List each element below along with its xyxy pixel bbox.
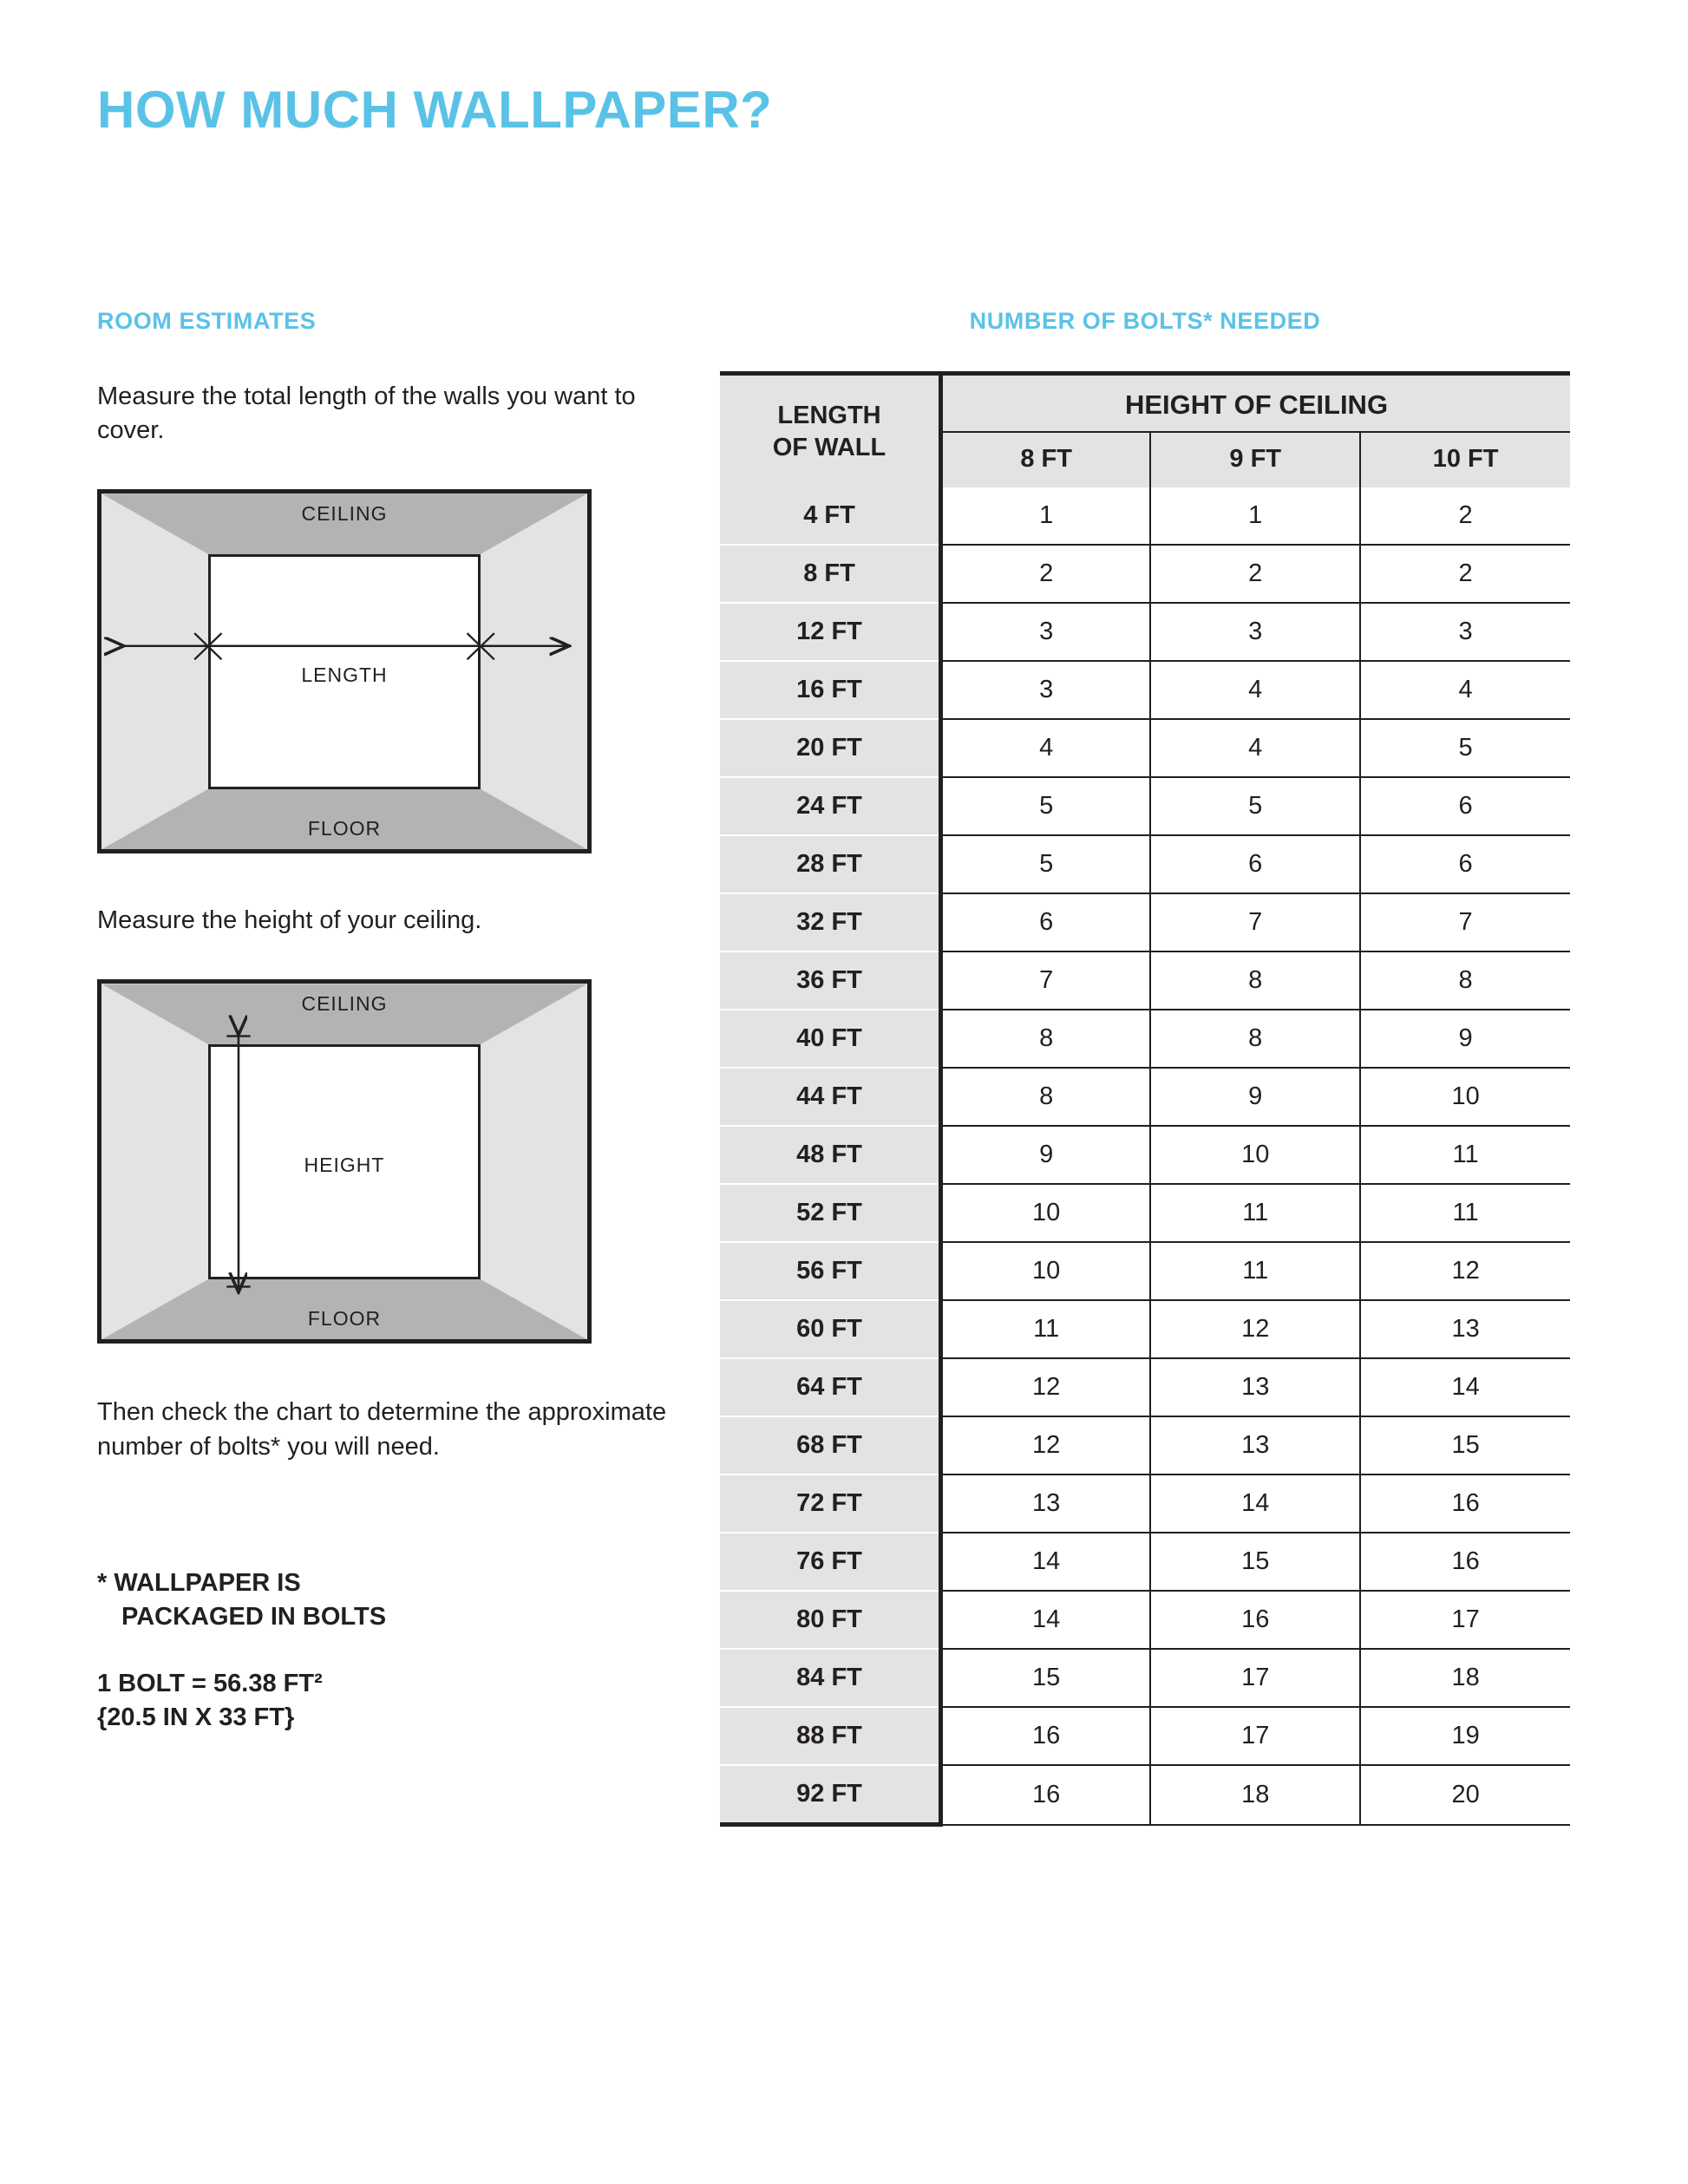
table-row xyxy=(720,951,1570,1010)
table-row xyxy=(720,1068,1570,1126)
table-row xyxy=(720,1300,1570,1358)
cell-9ft: 11 xyxy=(1150,1184,1360,1242)
table-row xyxy=(720,661,1570,719)
row-length: 72 FT xyxy=(720,1475,941,1533)
cell-10ft: 6 xyxy=(1360,777,1570,835)
table-row xyxy=(720,1416,1570,1475)
instruction-check-chart: Then check the chart to determine the approximate number of bolts* you will need. xyxy=(97,1398,667,1461)
cell-10ft: 9 xyxy=(1360,1010,1570,1068)
height-of-ceiling-header: HEIGHT OF CEILING xyxy=(941,374,1571,433)
cell-9ft: 6 xyxy=(1150,835,1360,893)
cell-9ft: 12 xyxy=(1150,1300,1360,1358)
cell-9ft: 7 xyxy=(1150,893,1360,951)
floor-label: FLOOR xyxy=(307,817,382,840)
cell-8ft: 8 xyxy=(941,1010,1151,1068)
cell-8ft: 2 xyxy=(941,545,1151,603)
cell-8ft: 5 xyxy=(941,835,1151,893)
cell-9ft: 9 xyxy=(1150,1068,1360,1126)
cell-10ft: 17 xyxy=(1360,1591,1570,1649)
row-length: 12 FT xyxy=(720,603,941,661)
row-length: 48 FT xyxy=(720,1126,941,1184)
bolts-table xyxy=(720,371,1570,1827)
bolt-size-line-1: 1 BOLT = 56.38 FT² xyxy=(97,1669,323,1697)
cell-9ft: 17 xyxy=(1150,1707,1360,1765)
cell-10ft: 7 xyxy=(1360,893,1570,951)
row-length: 40 FT xyxy=(720,1010,941,1068)
cell-9ft: 8 xyxy=(1150,951,1360,1010)
row-length: 24 FT xyxy=(720,777,941,835)
column-header-8ft: 8 FT xyxy=(941,432,1151,487)
bolts-table-section xyxy=(720,308,1587,1827)
cell-10ft: 4 xyxy=(1360,661,1570,719)
cell-9ft: 2 xyxy=(1150,545,1360,603)
cell-8ft: 1 xyxy=(941,487,1151,545)
cell-10ft: 6 xyxy=(1360,835,1570,893)
cell-8ft: 16 xyxy=(941,1765,1151,1825)
cell-8ft: 3 xyxy=(941,603,1151,661)
cell-9ft: 10 xyxy=(1150,1126,1360,1184)
row-length: 4 FT xyxy=(720,487,941,545)
cell-10ft: 11 xyxy=(1360,1184,1570,1242)
row-length: 52 FT xyxy=(720,1184,941,1242)
cell-10ft: 5 xyxy=(1360,719,1570,777)
room-diagram-height xyxy=(97,979,592,1344)
cell-9ft: 13 xyxy=(1150,1358,1360,1416)
row-length: 32 FT xyxy=(720,893,941,951)
cell-10ft: 20 xyxy=(1360,1765,1570,1825)
cell-8ft: 9 xyxy=(941,1126,1151,1184)
cell-10ft: 14 xyxy=(1360,1358,1570,1416)
row-length: 64 FT xyxy=(720,1358,941,1416)
cell-10ft: 16 xyxy=(1360,1533,1570,1591)
table-row xyxy=(720,1184,1570,1242)
room-estimates-section xyxy=(97,308,704,1735)
cell-9ft: 3 xyxy=(1150,603,1360,661)
table-row xyxy=(720,1707,1570,1765)
cell-9ft: 13 xyxy=(1150,1416,1360,1475)
instruction-measure-height: Measure the height of your ceiling. xyxy=(97,906,482,935)
cell-8ft: 15 xyxy=(941,1649,1151,1707)
footnote-line-2: PACKAGED IN BOLTS xyxy=(121,1602,387,1631)
cell-8ft: 14 xyxy=(941,1591,1151,1649)
cell-9ft: 14 xyxy=(1150,1475,1360,1533)
cell-9ft: 4 xyxy=(1150,661,1360,719)
table-row xyxy=(720,1533,1570,1591)
cell-10ft: 3 xyxy=(1360,603,1570,661)
row-length: 60 FT xyxy=(720,1300,941,1358)
table-header xyxy=(720,374,1570,488)
table-row xyxy=(720,1242,1570,1300)
cell-10ft: 2 xyxy=(1360,545,1570,603)
instruction-measure-length: Measure the total length of the walls you want to cover. xyxy=(97,383,636,445)
cell-9ft: 5 xyxy=(1150,777,1360,835)
row-length: 68 FT xyxy=(720,1416,941,1475)
cell-8ft: 11 xyxy=(941,1300,1151,1358)
cell-10ft: 13 xyxy=(1360,1300,1570,1358)
table-row xyxy=(720,1475,1570,1533)
cell-8ft: 16 xyxy=(941,1707,1151,1765)
column-header-9ft: 9 FT xyxy=(1150,432,1360,487)
cell-9ft: 15 xyxy=(1150,1533,1360,1591)
bolts-table-heading: NUMBER OF BOLTS* NEEDED xyxy=(969,308,1321,334)
table-row xyxy=(720,1126,1570,1184)
cell-8ft: 7 xyxy=(941,951,1151,1010)
table-row xyxy=(720,1358,1570,1416)
row-length: 84 FT xyxy=(720,1649,941,1707)
table-row xyxy=(720,777,1570,835)
table-row xyxy=(720,1649,1570,1707)
cell-8ft: 6 xyxy=(941,893,1151,951)
cell-10ft: 12 xyxy=(1360,1242,1570,1300)
row-length: 80 FT xyxy=(720,1591,941,1649)
table-row xyxy=(720,1765,1570,1825)
cell-10ft: 8 xyxy=(1360,951,1570,1010)
cell-8ft: 10 xyxy=(941,1242,1151,1300)
cell-9ft: 18 xyxy=(1150,1765,1360,1825)
cell-8ft: 14 xyxy=(941,1533,1151,1591)
page-title: HOW MUCH WALLPAPER? xyxy=(97,81,773,139)
row-length: 92 FT xyxy=(720,1765,941,1825)
table-body xyxy=(720,487,1570,1825)
table-row xyxy=(720,603,1570,661)
cell-10ft: 11 xyxy=(1360,1126,1570,1184)
cell-9ft: 11 xyxy=(1150,1242,1360,1300)
bolt-size-line-2: {20.5 IN X 33 FT} xyxy=(97,1703,295,1732)
cell-9ft: 8 xyxy=(1150,1010,1360,1068)
cell-8ft: 13 xyxy=(941,1475,1151,1533)
row-length: 56 FT xyxy=(720,1242,941,1300)
cell-10ft: 16 xyxy=(1360,1475,1570,1533)
room-estimates-heading: ROOM ESTIMATES xyxy=(97,308,317,334)
cell-8ft: 12 xyxy=(941,1358,1151,1416)
cell-8ft: 12 xyxy=(941,1416,1151,1475)
length-header-line-1: LENGTH xyxy=(777,402,881,430)
cell-8ft: 4 xyxy=(941,719,1151,777)
height-label: HEIGHT xyxy=(304,1154,385,1177)
ceiling-label: CEILING xyxy=(301,992,388,1016)
row-length: 8 FT xyxy=(720,545,941,603)
cell-8ft: 3 xyxy=(941,661,1151,719)
cell-10ft: 2 xyxy=(1360,487,1570,545)
length-label: LENGTH xyxy=(301,664,388,687)
length-of-wall-header xyxy=(720,374,941,488)
row-length: 20 FT xyxy=(720,719,941,777)
table-row xyxy=(720,893,1570,951)
cell-8ft: 5 xyxy=(941,777,1151,835)
cell-10ft: 18 xyxy=(1360,1649,1570,1707)
column-header-10ft: 10 FT xyxy=(1360,432,1570,487)
row-length: 76 FT xyxy=(720,1533,941,1591)
room-diagram-length xyxy=(97,489,592,853)
table-row xyxy=(720,545,1570,603)
ceiling-label: CEILING xyxy=(301,502,388,526)
footnote-line-1: * WALLPAPER IS xyxy=(97,1568,301,1597)
cell-10ft: 10 xyxy=(1360,1068,1570,1126)
length-header-line-2: OF WALL xyxy=(772,433,887,461)
cell-8ft: 10 xyxy=(941,1184,1151,1242)
cell-9ft: 16 xyxy=(1150,1591,1360,1649)
floor-label: FLOOR xyxy=(307,1307,382,1331)
row-length: 28 FT xyxy=(720,835,941,893)
table-row xyxy=(720,835,1570,893)
table-row xyxy=(720,719,1570,777)
cell-9ft: 17 xyxy=(1150,1649,1360,1707)
cell-9ft: 1 xyxy=(1150,487,1360,545)
row-length: 16 FT xyxy=(720,661,941,719)
row-length: 36 FT xyxy=(720,951,941,1010)
table-row xyxy=(720,1010,1570,1068)
cell-10ft: 15 xyxy=(1360,1416,1570,1475)
cell-9ft: 4 xyxy=(1150,719,1360,777)
cell-8ft: 8 xyxy=(941,1068,1151,1126)
cell-10ft: 19 xyxy=(1360,1707,1570,1765)
row-length: 88 FT xyxy=(720,1707,941,1765)
table-row xyxy=(720,1591,1570,1649)
row-length: 44 FT xyxy=(720,1068,941,1126)
table-row xyxy=(720,487,1570,545)
